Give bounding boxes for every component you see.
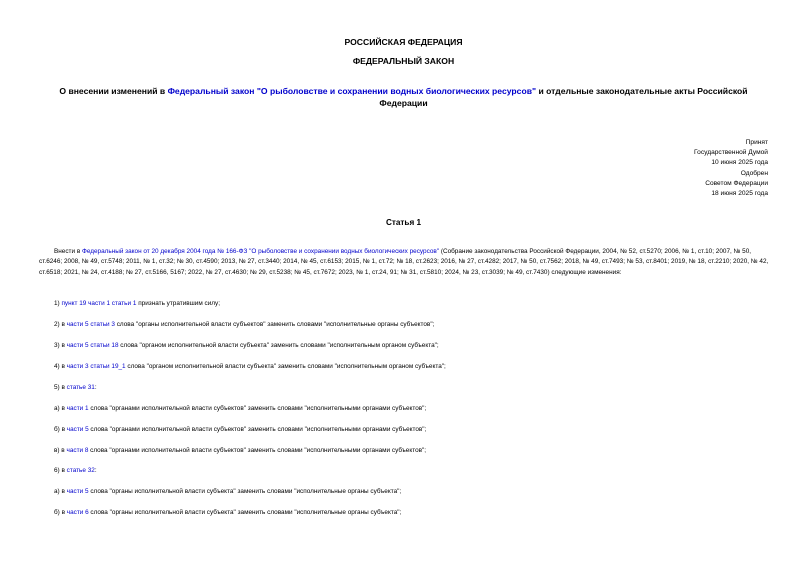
item-link[interactable]: части 8 [66,447,89,454]
item-text: : [94,467,97,474]
amendment-item [54,341,439,351]
amendment-item [54,320,434,330]
amendment-item [54,383,97,393]
amendment-subitem [54,425,426,435]
item-link[interactable]: части 1 [66,405,89,412]
intro-suffix: (Собрание законодательства Российской Федерации, 2004, № 52, ст.5270; 2006, № 1, ст.10; 2007, № 50, ст.6246; 2008, № 49, ст.5748; 2011, № 1, ст.32; № 30, ст.4590; 2013, № 27, ст.3440; 2014, № 45, ст.6153; 2015, № 1, ст.72; № 18, ст.2623; 2016, № 27, ст.4282; 2017, № 50, ст.7562; 2018, № 49, ст.7493; № 53, ст.8401; 2019, № 18, ст.2210; 2020, № 42, ст.6518; 2021, № 24, ст.4188; № 27, ст.5166, 5167; 2022, № 27, ст.4630; № 29, ст.5238; № 45, ст.7672; 2023, № 1, ст.24, 91; № 31, ст.5810; 2024, № 23, ст.3039; № 49, ст.7430) следующие изменения: [39,248,769,276]
adoption-block [694,138,768,199]
item-prefix: 5) в [54,384,67,391]
amendment-item [54,299,220,309]
intro-prefix: Внести в [54,248,82,255]
item-text: слова "органы исполнительной власти субъекта" заменить словами "исполнительные органы субъекта"; [88,509,402,516]
intro-paragraph [39,247,771,278]
item-text: слова "органы исполнительной власти субъекта" заменить словами "исполнительные органы субъекта"; [88,488,402,495]
amendment-subitem [54,404,426,414]
law-type-heading: ФЕДЕРАЛЬНЫЙ ЗАКОН [352,56,455,66]
item-text: признать утратившим силу; [136,300,220,307]
title-prefix: О внесении изменений в [59,86,168,96]
law-title [40,86,767,109]
item-link[interactable]: части 5 статьи 18 [66,342,119,349]
amendment-subitem [54,508,401,518]
item-text: слова "органами исполнительной власти субъектов" заменить словами "исполнительными органами субъектов"; [88,426,427,433]
item-text: : [94,384,97,391]
item-prefix: в) в [54,447,67,454]
item-link[interactable]: статье 32 [66,467,95,474]
item-prefix: 3) в [54,342,67,349]
amendment-item [54,466,97,476]
item-prefix: 4) в [54,363,67,370]
intro-law-link[interactable]: Федеральный закон от 20 декабря 2004 года № 166-ФЗ "О рыболовстве и сохранении водных биологических ресурсов" [81,248,440,255]
item-link[interactable]: части 5 [66,488,89,495]
item-prefix: 6) в [54,467,67,474]
adoption-line: Принят [745,139,768,146]
amendment-subitem [54,487,401,497]
amendment-item [54,362,446,372]
title-suffix: и отдельные законодательные акты Российской Федерации [379,86,748,108]
item-link[interactable]: пункт 19 части 1 статьи 1 [61,300,137,307]
item-text: слова "органом исполнительной власти субъекта" заменить словами "исполнительным органом субъекта"; [125,363,446,370]
item-link[interactable]: части 6 [66,509,89,516]
item-link[interactable]: статье 31 [66,384,95,391]
item-text: слова "органами исполнительной власти субъектов" заменить словами "исполнительными органами субъектов"; [88,405,427,412]
item-prefix: 2) в [54,321,67,328]
adoption-date: 10 июня 2025 года [711,159,768,167]
approval-line: Одобрен [740,169,768,177]
item-prefix: а) в [54,488,67,495]
item-link[interactable]: части 3 статьи 19_1 [66,363,126,370]
item-prefix: 1) [54,300,62,307]
country-heading: РОССИЙСКАЯ ФЕДЕРАЦИЯ [344,37,463,47]
approval-line: Советом Федерации [705,179,768,187]
item-link[interactable]: части 5 статьи 3 [66,321,115,328]
title-law-link[interactable]: Федеральный закон "О рыболовстве и сохранении водных биологических ресурсов" [167,86,537,96]
item-link[interactable]: части 5 [66,426,89,433]
item-prefix: а) в [54,405,67,412]
item-prefix: б) в [54,509,67,516]
item-prefix: б) в [54,426,67,433]
item-text: слова "органом исполнительной власти субъекта" заменить словами "исполнительным органом субъекта"; [118,342,439,349]
article-heading: Статья 1 [385,218,422,227]
approval-date: 18 июня 2025 года [711,190,768,198]
item-text: слова "органами исполнительной власти субъектов" заменить словами "исполнительными органами субъектов"; [88,447,427,454]
amendment-subitem [54,446,426,456]
adoption-line: Государственной Думой [694,149,768,157]
item-text: слова "органы исполнительной власти субъектов" заменить словами "исполнительные органы субъектов"; [114,321,435,328]
